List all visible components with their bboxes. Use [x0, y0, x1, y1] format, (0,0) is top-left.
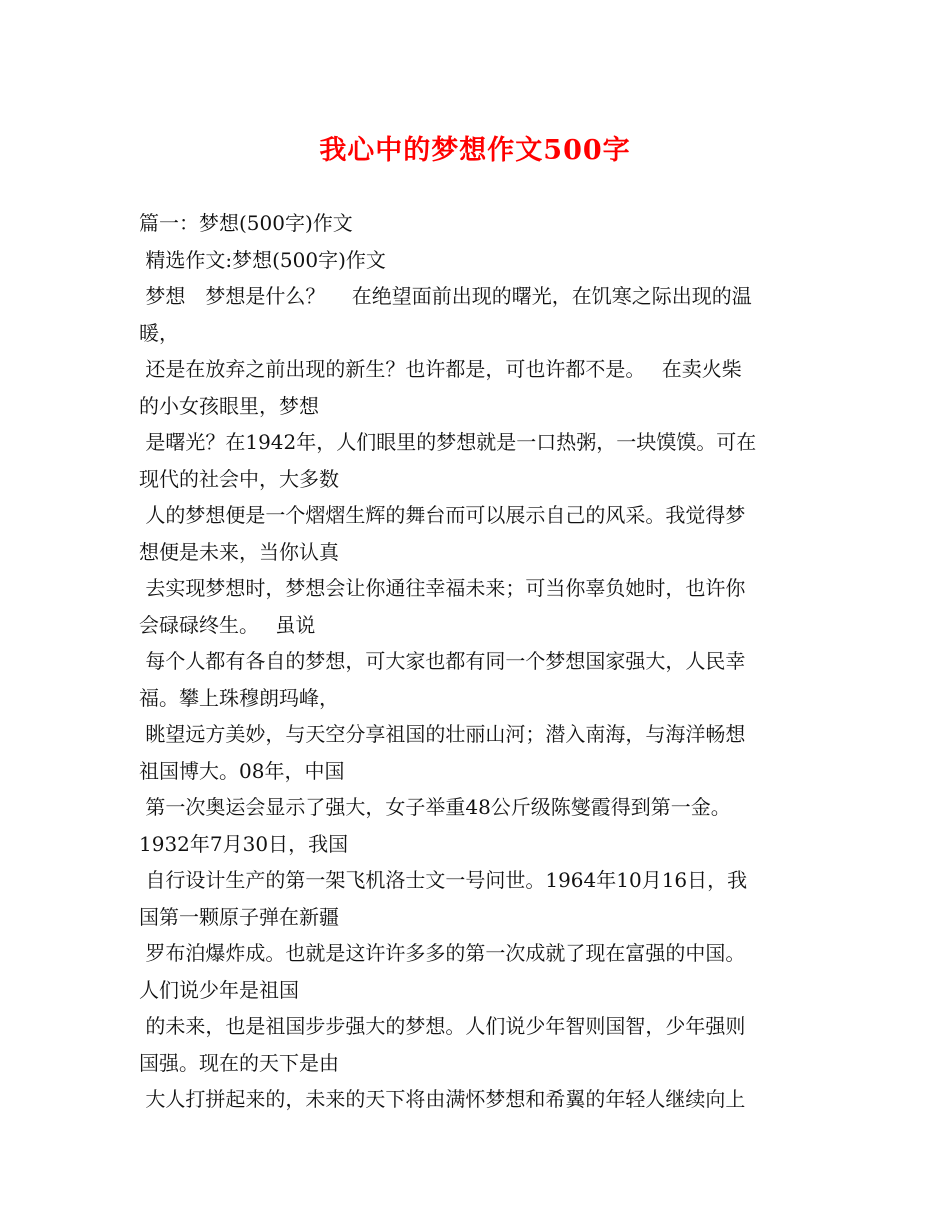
- body-line: 的小女孩眼里，梦想: [139, 393, 319, 418]
- body-line: 国强。现在的天下是由: [139, 1050, 339, 1075]
- document-body: [139, 205, 819, 1118]
- body-line: 每个人都有各自的梦想，可大家也都有同一个梦想国家强大，人民幸: [139, 649, 746, 673]
- body-line: 人们说少年是祖国: [139, 977, 299, 1002]
- body-line: 自行设计生产的第一架飞机洛士文一号问世。1964年10月16日，我: [139, 868, 748, 892]
- body-line: 大人打拼起来的，未来的天下将由满怀梦想和希翼的年轻人继续向上: [139, 1087, 746, 1111]
- body-line: 暖，: [139, 320, 179, 345]
- body-line: 是曙光？在1942年，人们眼里的梦想就是一口热粥，一块馍馍。可在: [139, 430, 757, 454]
- body-line: 去实现梦想时，梦想会让你通往幸福未来；可当你辜负她时，也许你: [139, 576, 746, 600]
- body-line: 现代的社会中，大多数: [139, 466, 339, 491]
- body-line: 眺望远方美妙，与天空分享祖国的壮丽山河；潜入南海，与海洋畅想: [139, 722, 746, 746]
- body-line: 祖国博大。08年，中国: [139, 758, 345, 783]
- body-line: 国第一颗原子弹在新疆: [139, 904, 339, 929]
- body-line: 1932年7月30日，我国: [139, 831, 349, 856]
- body-line: 梦想 梦想是什么？ 在绝望面前出现的曙光，在饥寒之际出现的温: [139, 284, 752, 308]
- body-line: 会碌碌终生。 虽说: [139, 612, 316, 637]
- document-title: 我心中的梦想作文500字: [319, 135, 631, 166]
- body-line: 篇一：梦想(500字)作文: [139, 211, 353, 235]
- body-line: 福。攀上珠穆朗玛峰，: [139, 685, 339, 710]
- body-line: 精选作文:梦想(500字)作文: [139, 247, 386, 272]
- body-line: 的未来，也是祖国步步强大的梦想。人们说少年智则国智，少年强则: [139, 1014, 746, 1038]
- body-line: 想便是未来，当你认真: [139, 539, 339, 564]
- body-line: 第一次奥运会显示了强大，女子举重48公斤级陈燮霞得到第一金。: [139, 795, 731, 819]
- body-line: 人的梦想便是一个熠熠生辉的舞台而可以展示自己的风采。我觉得梦: [139, 503, 746, 527]
- body-line: 还是在放弃之前出现的新生？也许都是，可也许都不是。 在卖火柴: [139, 357, 742, 381]
- body-line: 罗布泊爆炸成。也就是这许许多多的第一次成就了现在富强的中国。: [139, 941, 746, 965]
